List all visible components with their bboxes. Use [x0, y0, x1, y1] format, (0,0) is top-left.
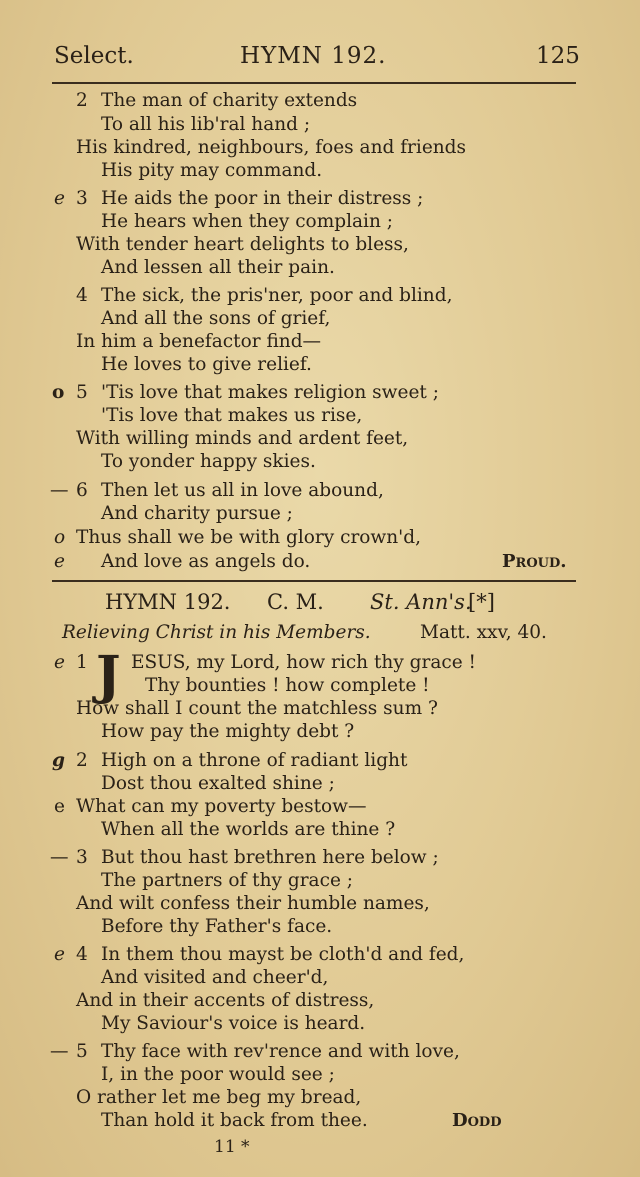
verse-line: To all his lib'ral hand ; — [101, 114, 311, 135]
stanza-number: 4 — [76, 944, 88, 965]
scripture-reference: Matt. xxv, 40. — [420, 622, 547, 643]
verse-line: With tender heart delights to bless, — [76, 234, 409, 255]
verse-line: And visited and cheer'd, — [101, 967, 329, 988]
verse-line: He aids the poor in their distress ; — [101, 188, 424, 209]
verse-line: Thy face with rev'rence and with love, — [101, 1041, 460, 1062]
verse-line: I, in the poor would see ; — [101, 1064, 335, 1085]
dynamic-mark: — — [50, 847, 69, 868]
stanza-number: 2 — [76, 90, 88, 111]
running-head-title: HYMN 192. — [240, 43, 387, 69]
stanza-number: 5 — [76, 1041, 88, 1062]
hymn-title: HYMN 192. — [105, 590, 231, 614]
dynamic-mark: e — [54, 652, 65, 673]
stanza-number: 2 — [76, 750, 88, 771]
dynamic-mark: e — [54, 188, 65, 209]
verse-line: He hears when they complain ; — [101, 211, 393, 232]
verse-line: When all the worlds are thine ? — [101, 819, 396, 840]
dynamic-mark: e — [54, 796, 65, 817]
dynamic-mark: o — [52, 382, 65, 403]
verse-line: The partners of thy grace ; — [101, 870, 353, 891]
dynamic-mark: g — [52, 750, 65, 771]
verse-line: O rather let me beg my bread, — [76, 1087, 362, 1108]
verse-line: Than hold it back from thee. — [101, 1110, 368, 1131]
stanza-number: 5 — [76, 382, 88, 403]
page-number: 125 — [536, 43, 580, 69]
verse-line: How pay the mighty debt ? — [101, 721, 355, 742]
verse-line: His pity may command. — [101, 160, 323, 181]
hymn-subtitle: Relieving Christ in his Members. — [62, 622, 371, 643]
verse-line: What can my poverty bestow— — [76, 796, 367, 817]
author-attribution: Dodd — [452, 1110, 502, 1131]
verse-line: To yonder happy skies. — [101, 451, 316, 472]
verse-line: Then let us all in love abound, — [101, 480, 384, 501]
hymn-separator-rule — [52, 580, 576, 582]
verse-line: High on a throne of radiant light — [101, 750, 408, 771]
dynamic-mark: — — [50, 1041, 69, 1062]
verse-line: And wilt confess their humble names, — [76, 893, 430, 914]
verse-line: Thy bounties ! how complete ! — [145, 675, 430, 696]
verse-line: He loves to give relief. — [101, 354, 312, 375]
header-rule — [52, 82, 576, 84]
verse-line: And all the sons of grief, — [101, 308, 331, 329]
verse-line: Thus shall we be with glory crown'd, — [76, 527, 421, 548]
hymn-tune: St. Ann's. — [370, 590, 472, 614]
dynamic-mark: — — [50, 480, 69, 501]
running-head-left: Select. — [54, 43, 134, 69]
author-attribution: Proud. — [502, 551, 567, 572]
dynamic-mark: o — [54, 527, 66, 548]
verse-line: In them thou mayst be cloth'd and fed, — [101, 944, 465, 965]
stanza-number: 4 — [76, 285, 88, 306]
dynamic-mark: e — [54, 944, 65, 965]
stanza-number: 1 — [76, 652, 88, 673]
verse-line: In him a benefactor find— — [76, 331, 322, 352]
verse-line: But thou hast brethren here below ; — [101, 847, 439, 868]
verse-line: 'Tis love that makes us rise, — [101, 405, 363, 426]
verse-line: And in their accents of distress, — [76, 990, 375, 1011]
verse-line: His kindred, neighbours, foes and friends — [76, 137, 467, 158]
hymn-bracket: [*] — [468, 590, 495, 614]
verse-line: And love as angels do. — [101, 551, 311, 572]
verse-line: And lessen all their pain. — [101, 257, 335, 278]
drop-cap: J — [96, 645, 121, 706]
verse-line: My Saviour's voice is heard. — [101, 1013, 366, 1034]
stanza-number: 6 — [76, 480, 88, 501]
verse-line: And charity pursue ; — [101, 503, 293, 524]
verse-line: With willing minds and ardent feet, — [76, 428, 409, 449]
verse-line: The man of charity extends — [101, 90, 358, 111]
verse-line: The sick, the pris'ner, poor and blind, — [101, 285, 453, 306]
stanza-number: 3 — [76, 188, 88, 209]
verse-line: 'Tis love that makes religion sweet ; — [101, 382, 439, 403]
verse-line: Dost thou exalted shine ; — [101, 773, 335, 794]
hymn-meter: C. M. — [267, 590, 324, 614]
verse-line: Before thy Father's face. — [101, 916, 333, 937]
signature-mark: 11 * — [214, 1137, 250, 1157]
stanza-number: 3 — [76, 847, 88, 868]
verse-line: How shall I count the matchless sum ? — [76, 698, 438, 719]
verse-line: ESUS, my Lord, how rich thy grace ! — [131, 652, 476, 673]
dynamic-mark: e — [54, 551, 65, 572]
